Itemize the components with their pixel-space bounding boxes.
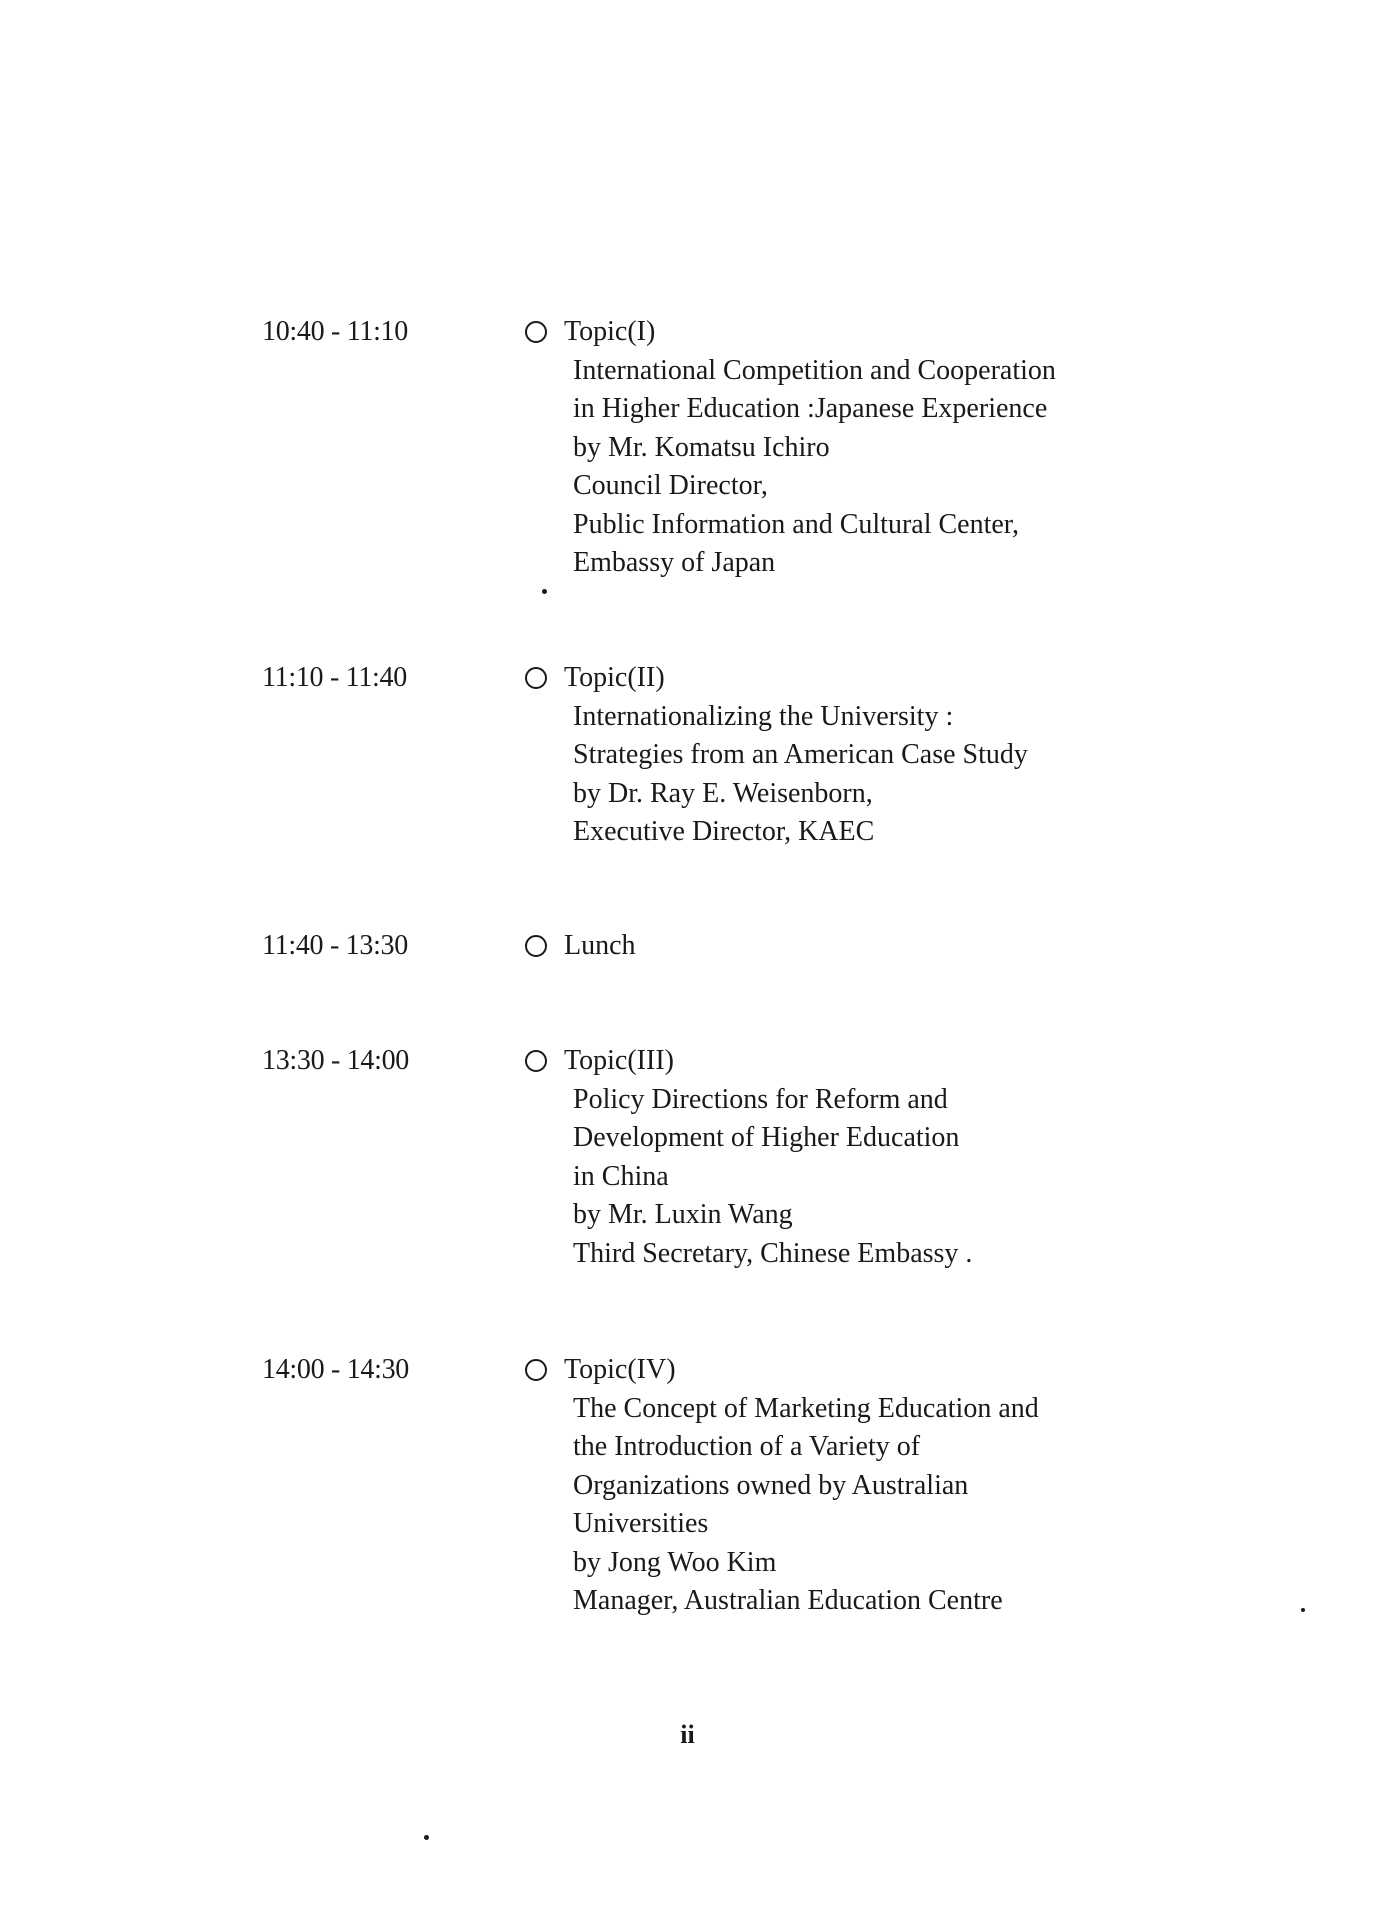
session-heading: Topic(II) <box>564 662 665 693</box>
speaker-line: by Jong Woo Kim <box>573 1546 777 1578</box>
speaker-line: by Mr. Komatsu Ichiro <box>573 431 830 463</box>
speaker-affiliation-line: Embassy of Japan <box>573 547 776 578</box>
session-heading: Topic(III) <box>564 1045 674 1076</box>
session-title-line: International Competition and Cooperation <box>573 354 1056 386</box>
session-details <box>573 1081 972 1274</box>
session-title-line: Organizations owned by Australian <box>573 1469 969 1501</box>
session-title-line: Internationalizing the University : <box>573 700 954 732</box>
session-title-line: The Concept of Marketing Education and <box>573 1392 1039 1424</box>
session-title-line: Universities <box>573 1508 709 1539</box>
session-title-line: in Higher Education :Japanese Experience <box>573 393 1048 424</box>
circle-bullet-icon <box>525 667 547 689</box>
speaker-affiliation-line: Public Information and Cultural Center, <box>573 508 1020 540</box>
session-title-line: Development of Higher Education <box>573 1122 960 1153</box>
session-heading: Lunch <box>564 930 636 961</box>
time-slot: 10:40 - 11:10 <box>262 316 408 347</box>
circle-bullet-icon <box>525 1359 547 1381</box>
circle-bullet-icon <box>525 935 547 957</box>
speaker-affiliation-line: Council Director, <box>573 470 768 501</box>
session-title-line: the Introduction of a Variety of <box>573 1431 921 1462</box>
time-slot: 14:00 - 14:30 <box>262 1354 409 1385</box>
session-details <box>573 1390 1039 1621</box>
speaker-affiliation-line: Manager, Australian Education Centre <box>573 1585 1003 1616</box>
speaker-line: by Dr. Ray E. Weisenborn, <box>573 777 873 809</box>
speaker-affiliation-line: Executive Director, KAEC <box>573 816 875 847</box>
session-heading: Topic(IV) <box>564 1354 676 1385</box>
page-number: ii <box>680 1720 695 1749</box>
session-details <box>573 352 1056 583</box>
session-heading: Topic(I) <box>564 316 656 347</box>
time-slot: 11:10 - 11:40 <box>262 662 407 693</box>
scan-speck <box>424 1835 429 1840</box>
speaker-affiliation-line: Third Secretary, Chinese Embassy . <box>573 1237 973 1269</box>
time-slot: 11:40 - 13:30 <box>262 930 408 961</box>
time-slot: 13:30 - 14:00 <box>262 1045 409 1076</box>
circle-bullet-icon <box>525 1050 547 1072</box>
scan-speck <box>542 589 547 594</box>
session-details <box>573 698 1028 852</box>
speaker-line: by Mr. Luxin Wang <box>573 1199 793 1230</box>
circle-bullet-icon <box>525 321 547 343</box>
session-title-line: Strategies from an American Case Study <box>573 739 1028 770</box>
scan-speck <box>1301 1608 1305 1612</box>
session-title-line: Policy Directions for Reform and <box>573 1083 948 1115</box>
session-title-line: in China <box>573 1160 669 1192</box>
